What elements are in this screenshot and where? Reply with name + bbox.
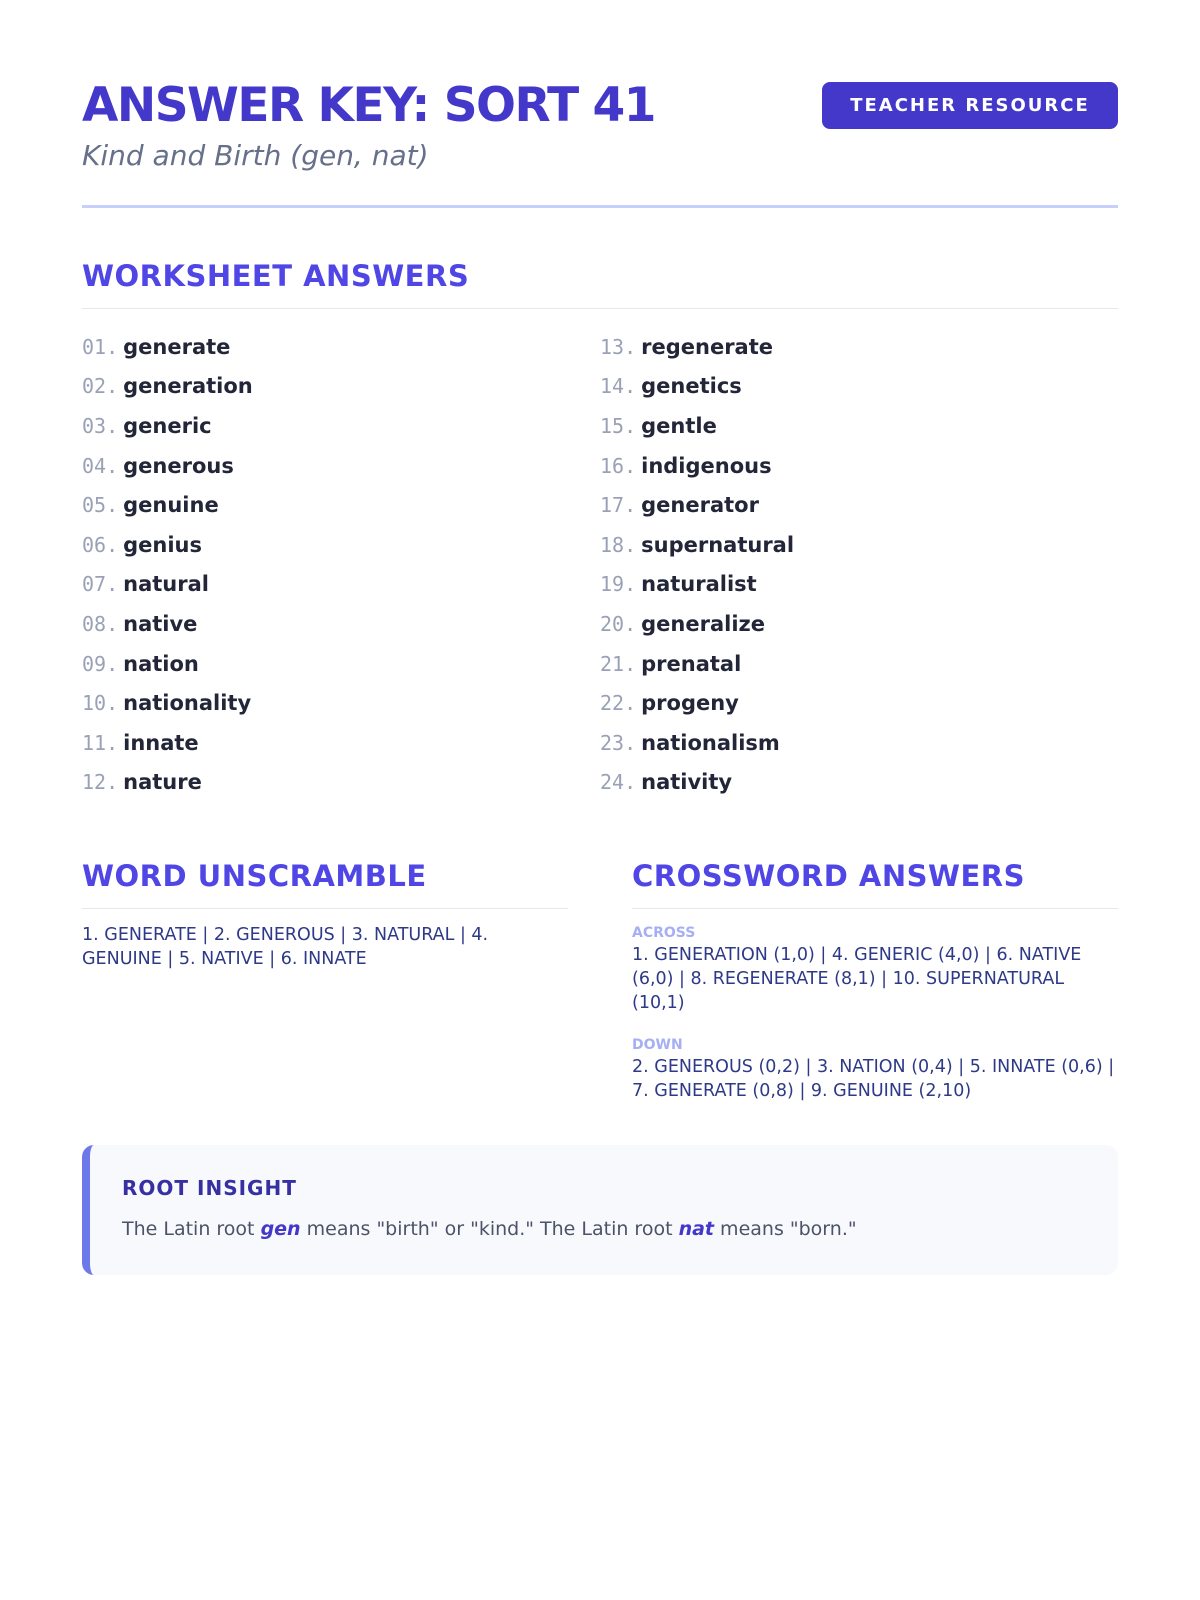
answer-number: 20.: [600, 611, 637, 636]
answer-item: [600, 723, 1118, 763]
answer-item: [82, 446, 600, 486]
answers-column-right: [600, 327, 1118, 802]
answer-item: [600, 327, 1118, 367]
answer-item: [600, 525, 1118, 565]
root-nat: nat: [678, 1218, 715, 1241]
answer-word: generation: [123, 374, 253, 399]
answer-item: [82, 406, 600, 446]
answer-item: [82, 485, 600, 525]
page-subtitle: Kind and Birth (gen, nat): [82, 139, 429, 172]
answer-item: [600, 406, 1118, 446]
answers-grid: [82, 327, 1118, 802]
crossword-down-group: [632, 1035, 1118, 1103]
crossword-answers-title: CROSSWORD ANSWERS: [632, 858, 1118, 909]
down-label: DOWN: [632, 1037, 683, 1054]
answer-item: [82, 525, 600, 565]
answer-word: innate: [123, 730, 199, 755]
answers-column-left: [82, 327, 600, 802]
answer-number: 06.: [82, 532, 119, 557]
answer-word: nationalism: [641, 730, 780, 755]
worksheet-answers-title: WORKSHEET ANSWERS: [82, 258, 1118, 309]
answer-number: 22.: [600, 691, 637, 716]
page-title: ANSWER KEY: SORT 41: [82, 78, 655, 133]
answer-word: gentle: [641, 413, 717, 438]
answer-item: [82, 367, 600, 407]
answer-number: 05.: [82, 493, 119, 518]
answer-number: 09.: [82, 651, 119, 676]
answer-number: 24.: [600, 770, 637, 795]
answer-word: nationality: [123, 691, 252, 716]
insight-text-part: The Latin root: [122, 1218, 261, 1241]
answer-word: supernatural: [641, 532, 795, 557]
answer-number: 08.: [82, 611, 119, 636]
answer-item: [82, 723, 600, 763]
answer-item: [82, 327, 600, 367]
answer-item: [600, 644, 1118, 684]
answer-word: generous: [123, 453, 234, 478]
answer-word: regenerate: [641, 334, 774, 359]
crossword-answers-section: [632, 858, 1118, 1103]
answer-item: [600, 763, 1118, 803]
answer-item: [600, 367, 1118, 407]
root-insight-text: [122, 1215, 1086, 1243]
answer-item: [82, 644, 600, 684]
answer-item: [82, 565, 600, 605]
insight-text-part: means "birth" or "kind." The Latin root: [300, 1218, 679, 1241]
answer-number: 23.: [600, 730, 637, 755]
answer-number: 14.: [600, 374, 637, 399]
answer-item: [600, 565, 1118, 605]
answer-item: [82, 604, 600, 644]
word-unscramble-answers: 1. GENERATE | 2. GENEROUS | 3. NATURAL | 4. GENUINE | 5. NATIVE | 6. INNATE: [82, 925, 489, 970]
page-header: [82, 0, 1118, 208]
answer-word: generalize: [641, 611, 765, 636]
answer-number: 21.: [600, 651, 637, 676]
answer-number: 12.: [82, 770, 119, 795]
answer-number: 03.: [82, 413, 119, 438]
answer-number: 04.: [82, 453, 119, 478]
answer-number: 10.: [82, 691, 119, 716]
answer-word: progeny: [641, 691, 739, 716]
word-unscramble-section: [82, 858, 568, 1103]
across-label: ACROSS: [632, 925, 696, 942]
answer-word: native: [123, 611, 198, 636]
across-answers: 1. GENERATION (1,0) | 4. GENERIC (4,0) | 6. NATIVE (6,0) | 8. REGENERATE (8,1) | 10. SUPERNATURAL (10,1): [632, 945, 1082, 1014]
teacher-resource-badge: TEACHER RESOURCE: [822, 82, 1118, 129]
root-insight-title: ROOT INSIGHT: [122, 1176, 297, 1201]
answer-item: [600, 683, 1118, 723]
answer-item: [600, 604, 1118, 644]
answer-number: 02.: [82, 374, 119, 399]
answer-number: 07.: [82, 572, 119, 597]
answer-word: genetics: [641, 374, 742, 399]
answer-number: 19.: [600, 572, 637, 597]
answer-word: indigenous: [641, 453, 772, 478]
answer-item: [600, 485, 1118, 525]
crossword-across-group: [632, 923, 1118, 1015]
answer-word: genius: [123, 532, 202, 557]
insight-text-part: means "born.": [714, 1218, 857, 1241]
crossword-answers-body: [632, 923, 1118, 1103]
answer-word: nativity: [641, 770, 733, 795]
answer-number: 17.: [600, 493, 637, 518]
answer-word: generate: [123, 334, 231, 359]
answer-word: prenatal: [641, 651, 742, 676]
answer-word: generic: [123, 413, 212, 438]
answer-item: [600, 446, 1118, 486]
answer-word: nature: [123, 770, 202, 795]
answer-word: nation: [123, 651, 199, 676]
answer-item: [82, 683, 600, 723]
answer-number: 18.: [600, 532, 637, 557]
root-gen: gen: [260, 1218, 301, 1241]
answer-word: generator: [641, 493, 759, 518]
answer-number: 13.: [600, 334, 637, 359]
lower-sections: [82, 858, 1118, 1103]
answer-word: naturalist: [641, 572, 757, 597]
root-insight-callout: [82, 1145, 1118, 1275]
answer-word: genuine: [123, 493, 219, 518]
down-answers: 2. GENEROUS (0,2) | 3. NATION (0,4) | 5. INNATE (0,6) | 7. GENERATE (0,8) | 9. GENUINE (2,10): [632, 1057, 1115, 1102]
answer-number: 15.: [600, 413, 637, 438]
answer-item: [82, 763, 600, 803]
answer-number: 16.: [600, 453, 637, 478]
answer-number: 01.: [82, 334, 119, 359]
answer-number: 11.: [82, 730, 119, 755]
word-unscramble-title: WORD UNSCRAMBLE: [82, 858, 568, 909]
answer-word: natural: [123, 572, 209, 597]
worksheet-answers-section: [82, 258, 1118, 802]
